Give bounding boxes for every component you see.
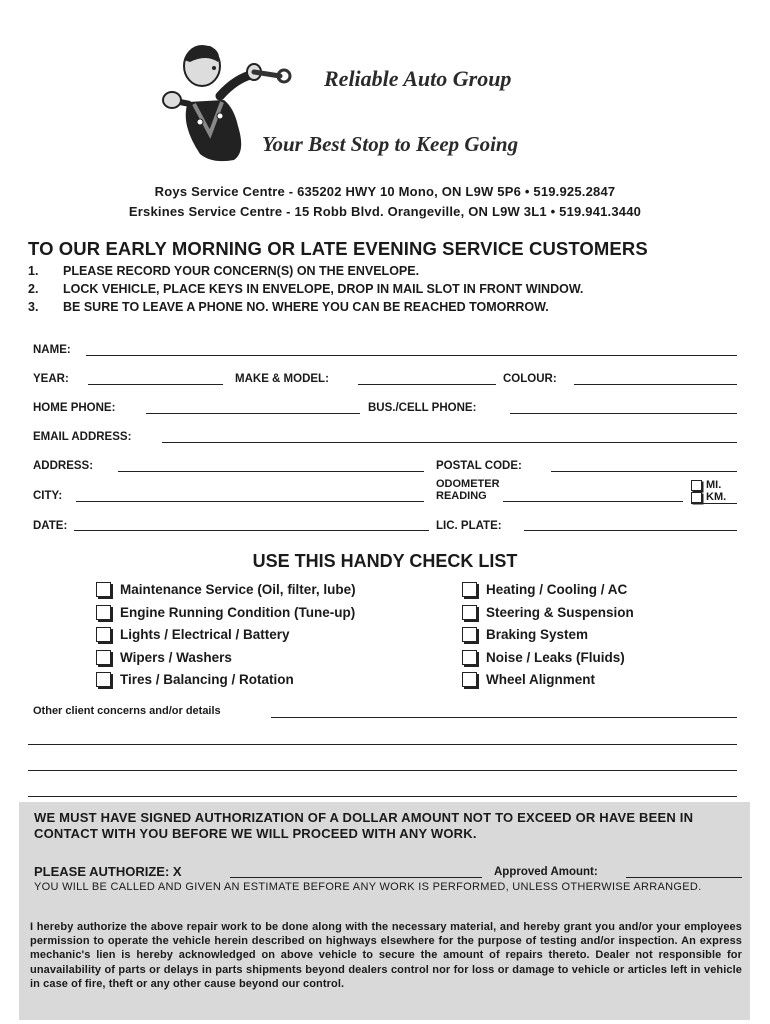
year-label: YEAR: bbox=[33, 373, 69, 385]
checkbox[interactable] bbox=[462, 627, 477, 642]
checkbox[interactable] bbox=[462, 582, 477, 597]
please-authorize-label: PLEASE AUTHORIZE: X bbox=[34, 864, 182, 879]
checkbox[interactable] bbox=[96, 582, 111, 597]
city-label: CITY: bbox=[33, 490, 63, 502]
checkbox[interactable] bbox=[462, 605, 477, 620]
checklist-item[interactable] bbox=[462, 650, 625, 665]
address-field[interactable] bbox=[118, 471, 424, 472]
instruction-number: 2. bbox=[28, 282, 39, 296]
tagline: Your Best Stop to Keep Going bbox=[262, 132, 519, 156]
approved-amount-label: Approved Amount: bbox=[494, 866, 598, 878]
checkbox[interactable] bbox=[96, 605, 111, 620]
checklist-item-label: Wipers / Washers bbox=[120, 650, 232, 665]
postal-code-label: POSTAL CODE: bbox=[436, 460, 522, 472]
checklist-item[interactable] bbox=[462, 582, 627, 597]
checklist-item[interactable] bbox=[96, 650, 232, 665]
checklist-item-label: Braking System bbox=[486, 627, 589, 642]
checkbox[interactable] bbox=[96, 650, 111, 665]
address-line-erskines: Erskines Service Centre - 15 Robb Blvd. Orangeville, ON L9W 3L1 • 519.941.3440 bbox=[128, 204, 642, 219]
make-model-label: MAKE & MODEL: bbox=[235, 373, 329, 385]
city-field[interactable] bbox=[76, 501, 424, 502]
km-checkbox[interactable] bbox=[691, 492, 702, 503]
legal-terms: I hereby authorize the above repair work to be done along with the necessary material, and hereby grant you and/or your employees permission to operate the vehicle herein described on highways elsewhere for the purpose of testing and/or inspection. An express mechanic's lien is hereby acknowledged on above vehicle to secure the amount of repairs thereto. Dealer not responsible for unavailability of parts or delays in parts shipments beyond dealers control nor for loss or damage to vehicle or articles left in vehicle in case of fire, theft or any other cause beyond our control. bbox=[30, 921, 742, 990]
signature-field[interactable] bbox=[230, 877, 482, 878]
estimate-notice: YOU WILL BE CALLED AND GIVEN AN ESTIMATE BEFORE ANY WORK IS PERFORMED, UNLESS OTHERWISE ARRANGED. bbox=[34, 881, 702, 893]
reading-label: READING bbox=[436, 490, 487, 502]
year-field[interactable] bbox=[88, 384, 223, 385]
checkbox[interactable] bbox=[96, 672, 111, 687]
mi-label: MI. bbox=[706, 479, 722, 491]
colour-label: COLOUR: bbox=[503, 373, 557, 385]
address-label: ADDRESS: bbox=[33, 460, 94, 472]
checklist-item-label: Maintenance Service (Oil, filter, lube) bbox=[120, 582, 356, 597]
other-concerns-line[interactable] bbox=[28, 796, 737, 797]
mi-checkbox[interactable] bbox=[691, 480, 702, 491]
checklist-item-label: Heating / Cooling / AC bbox=[486, 582, 628, 597]
checkbox[interactable] bbox=[96, 627, 111, 642]
unit-underline bbox=[691, 503, 737, 504]
mi-option[interactable] bbox=[691, 479, 721, 491]
checklist-item[interactable] bbox=[96, 582, 356, 597]
instruction-text: BE SURE TO LEAVE A PHONE NO. WHERE YOU CAN BE REACHED TOMORROW. bbox=[63, 300, 549, 314]
odometer-label: ODOMETER bbox=[436, 478, 500, 490]
bus-cell-phone-field[interactable] bbox=[510, 413, 737, 414]
home-phone-label: HOME PHONE: bbox=[33, 402, 116, 414]
checklist-item[interactable] bbox=[462, 605, 634, 620]
checklist-item-label: Lights / Electrical / Battery bbox=[120, 627, 290, 642]
other-concerns-field[interactable] bbox=[271, 717, 737, 718]
colour-field[interactable] bbox=[574, 384, 737, 385]
bus-cell-phone-label: BUS./CELL PHONE: bbox=[368, 402, 477, 414]
checkbox[interactable] bbox=[462, 650, 477, 665]
checklist-item-label: Tires / Balancing / Rotation bbox=[120, 672, 294, 687]
instruction-text: LOCK VEHICLE, PLACE KEYS IN ENVELOPE, DROP IN MAIL SLOT IN FRONT WINDOW. bbox=[63, 282, 584, 296]
name-field[interactable] bbox=[86, 355, 737, 356]
checklist-item[interactable] bbox=[462, 627, 588, 642]
make-model-field[interactable] bbox=[358, 384, 496, 385]
email-field[interactable] bbox=[162, 442, 737, 443]
company-name: Reliable Auto Group bbox=[324, 66, 512, 91]
email-label: EMAIL ADDRESS: bbox=[33, 431, 132, 443]
checklist-item-label: Steering & Suspension bbox=[486, 605, 634, 620]
checklist-item[interactable] bbox=[462, 672, 595, 687]
other-concerns-line[interactable] bbox=[28, 744, 737, 745]
instructions-heading: TO OUR EARLY MORNING OR LATE EVENING SERVICE CUSTOMERS bbox=[28, 238, 648, 259]
lic-plate-field[interactable] bbox=[524, 530, 737, 531]
odometer-field[interactable] bbox=[503, 501, 683, 502]
postal-code-field[interactable] bbox=[551, 471, 737, 472]
date-label: DATE: bbox=[33, 520, 68, 532]
checklist-item[interactable] bbox=[96, 672, 294, 687]
instruction-number: 3. bbox=[28, 300, 39, 314]
address-line-roys: Roys Service Centre - 635202 HWY 10 Mono, ON L9W 5P6 • 519.925.2847 bbox=[154, 184, 616, 199]
approved-amount-field[interactable] bbox=[626, 877, 742, 878]
other-concerns-line[interactable] bbox=[28, 770, 737, 771]
instruction-text: PLEASE RECORD YOUR CONCERN(S) ON THE ENVELOPE. bbox=[63, 264, 420, 278]
km-label: KM. bbox=[706, 491, 727, 503]
instruction-number: 1. bbox=[28, 264, 39, 278]
checklist-item-label: Engine Running Condition (Tune-up) bbox=[120, 605, 356, 620]
checklist-item-label: Wheel Alignment bbox=[486, 672, 596, 687]
authorization-warning: WE MUST HAVE SIGNED AUTHORIZATION OF A DOLLAR AMOUNT NOT TO EXCEED OR HAVE BEEN IN CONTACT WITH YOU BEFORE WE WILL PROCEED WITH ANY WORK. bbox=[34, 810, 694, 841]
date-field[interactable] bbox=[74, 530, 429, 531]
home-phone-field[interactable] bbox=[146, 413, 360, 414]
checklist-item[interactable] bbox=[96, 627, 290, 642]
lic-plate-label: LIC. PLATE: bbox=[436, 520, 502, 532]
checkbox[interactable] bbox=[462, 672, 477, 687]
other-concerns-label: Other client concerns and/or details bbox=[33, 705, 221, 717]
checklist-item[interactable] bbox=[96, 605, 355, 620]
checklist-heading: USE THIS HANDY CHECK LIST bbox=[252, 551, 518, 571]
checklist-item-label: Noise / Leaks (Fluids) bbox=[486, 650, 625, 665]
km-option[interactable] bbox=[691, 491, 726, 503]
name-label: NAME: bbox=[33, 344, 71, 356]
